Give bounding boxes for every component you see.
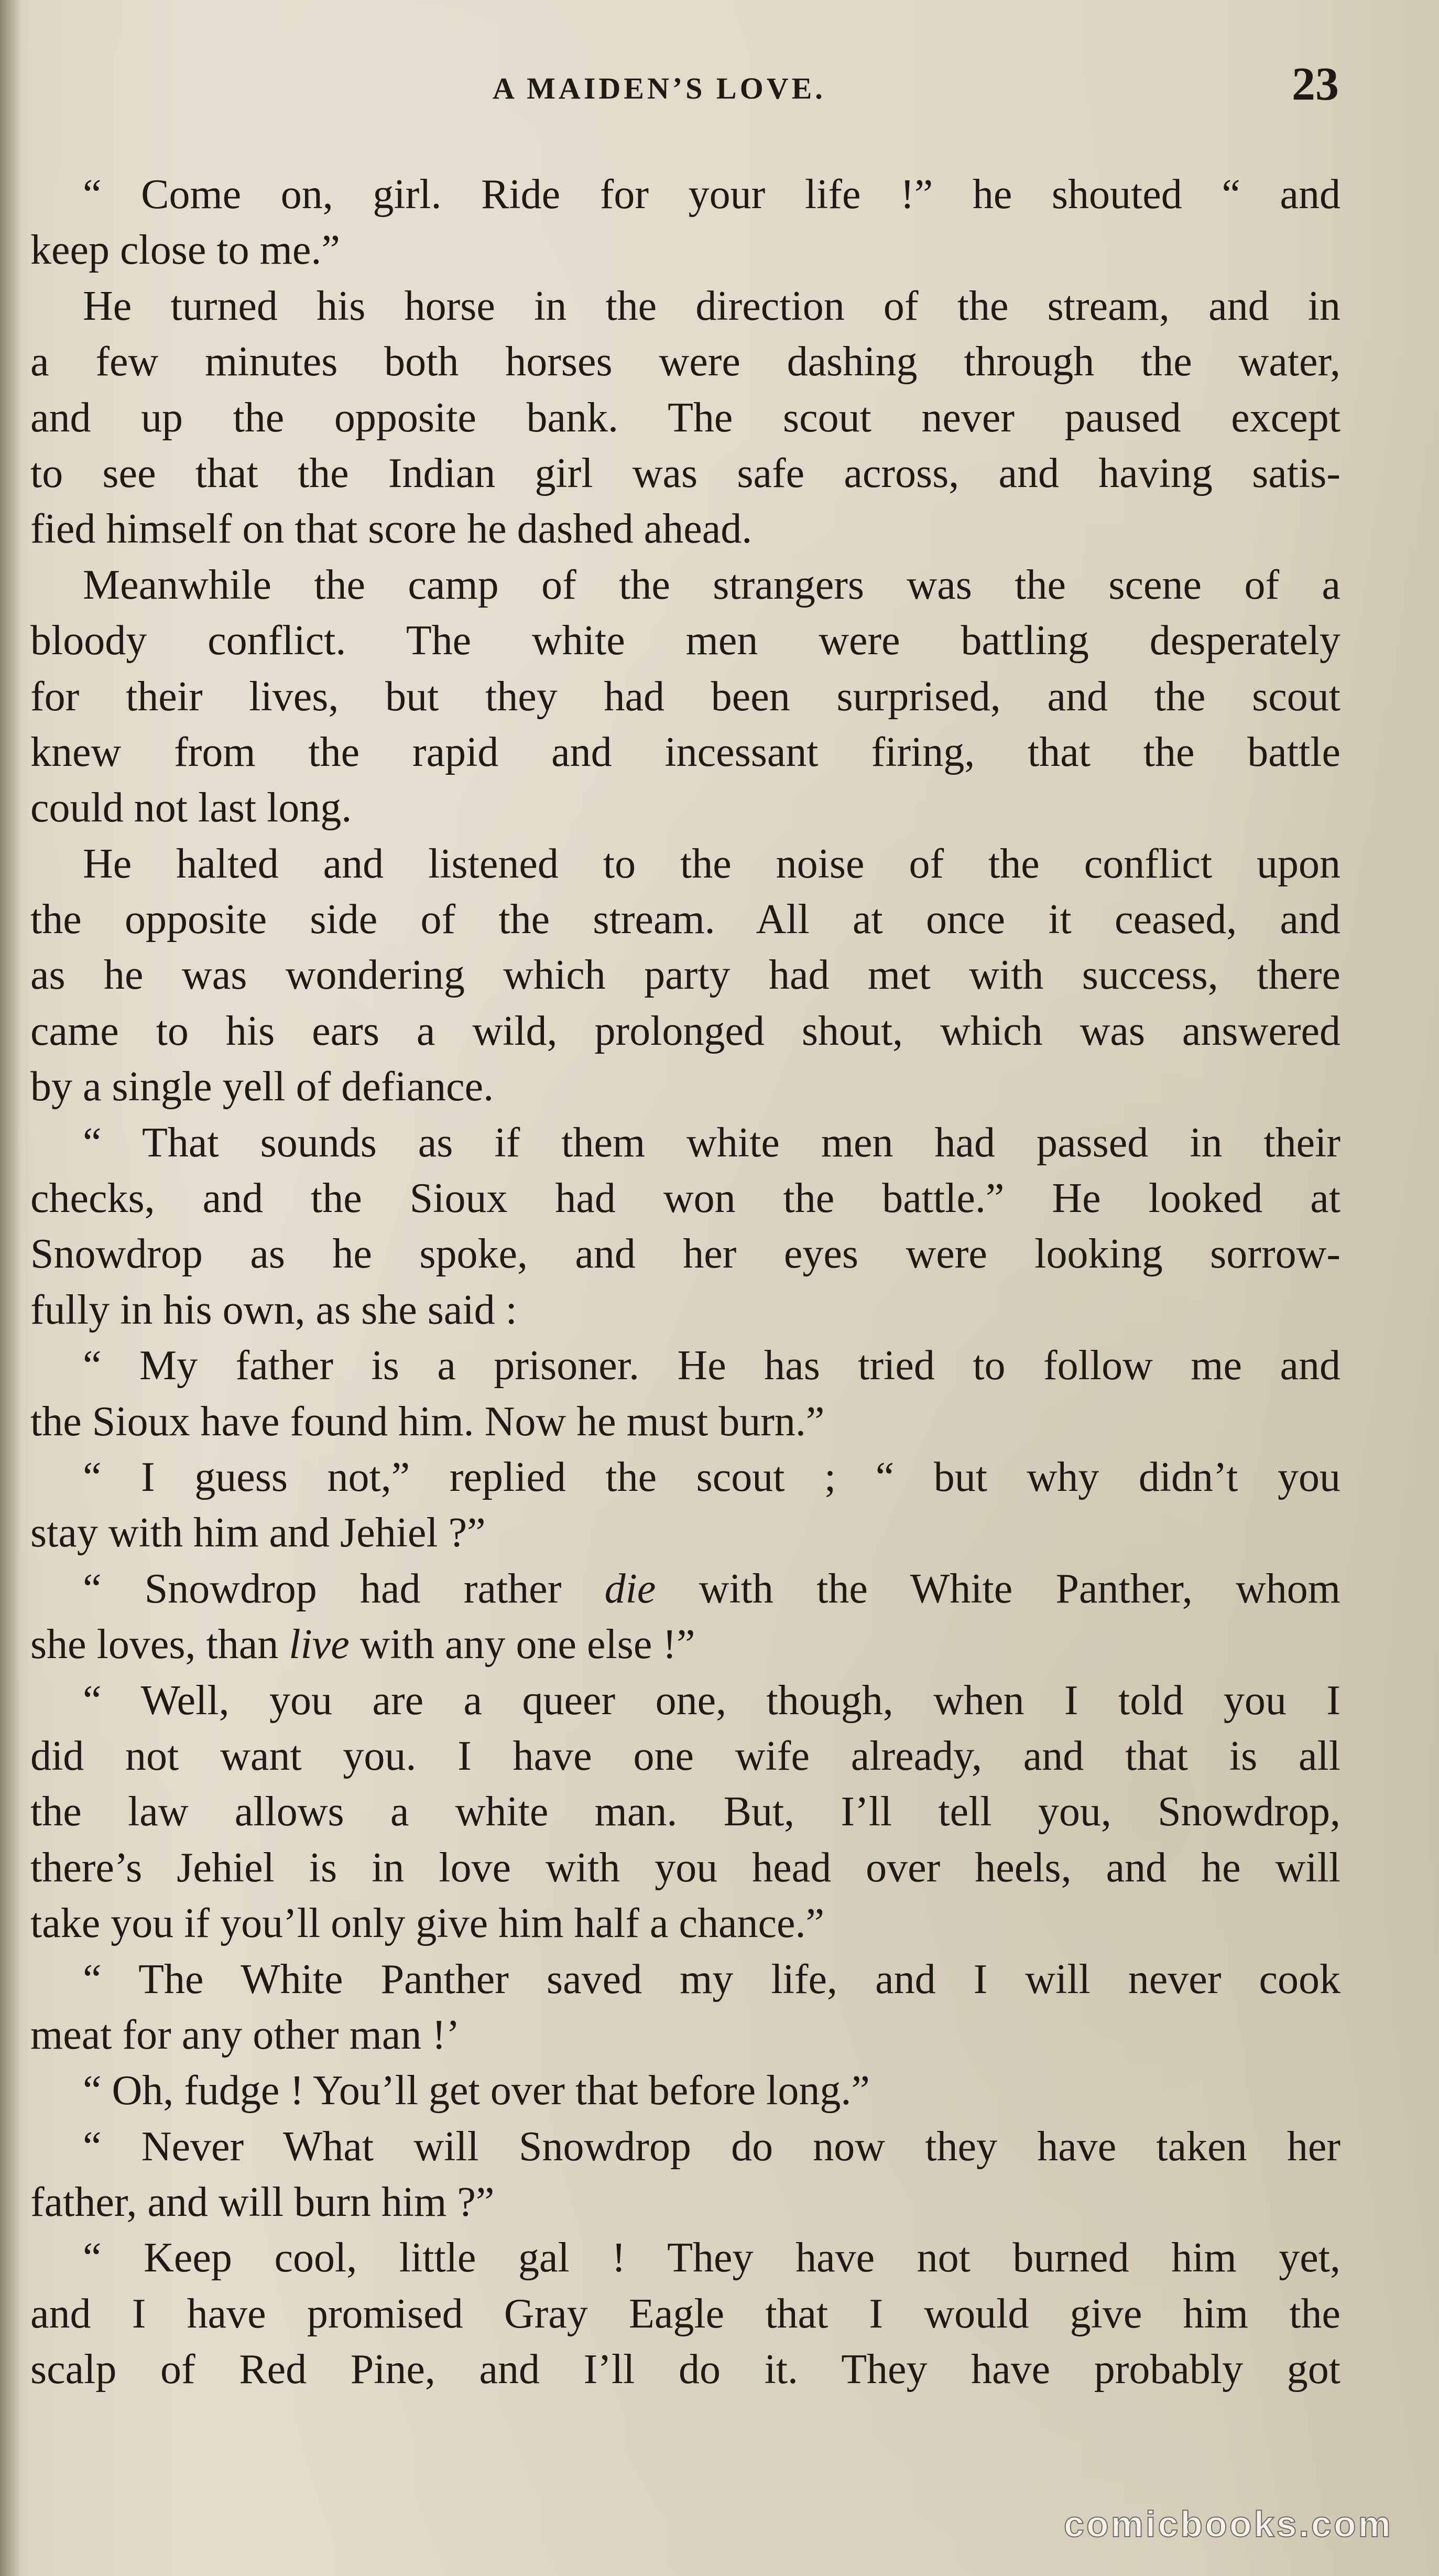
text-segment: she loves, than xyxy=(30,1621,289,1668)
text-line: knew from the rapid and incessant firing, that the battle xyxy=(30,729,1340,775)
text-line: He halted and listened to the noise of the conflict upon xyxy=(83,840,1340,887)
text-line: and I have promised Gray Eagle that I would give him the xyxy=(30,2290,1340,2337)
text-line: meat for any other man !’ xyxy=(30,2011,460,2058)
text-line: did not want you. I have one wife already, and that is all xyxy=(30,1733,1340,1779)
text-line: He turned his horse in the direction of the stream, and in xyxy=(83,283,1340,329)
text-line: scalp of Red Pine, and I’ll do it. They have probably got xyxy=(30,2346,1340,2393)
text-line: the Sioux have found him. Now he must burn.” xyxy=(30,1398,825,1445)
text-segment: with any one else !” xyxy=(349,1621,695,1668)
text-line: the law allows a white man. But, I’ll tell you, Snowdrop, xyxy=(30,1789,1340,1835)
text-line: father, and will burn him ?” xyxy=(30,2179,495,2226)
text-line: fied himself on that score he dashed ahead. xyxy=(30,506,753,553)
text-line: the opposite side of the stream. All at once it ceased, and xyxy=(30,896,1340,943)
page-gutter-edge xyxy=(0,0,20,2576)
text-line: checks, and the Sioux had won the battle.” He looked at xyxy=(30,1175,1340,1222)
text-line: “ Come on, girl. Ride for your life !” he shouted “ and xyxy=(83,171,1340,218)
body-text xyxy=(30,167,1340,2398)
text-line: “ Well, you are a queer one, though, when I told you I xyxy=(83,1677,1340,1724)
text-line: “ The White Panther saved my life, and I will never cook xyxy=(83,1956,1340,2003)
italic-word: die xyxy=(604,1565,656,1612)
text-line: a few minutes both horses were dashing through the water, xyxy=(30,339,1340,385)
text-line: for their lives, but they had been surprised, and the scout xyxy=(30,673,1340,720)
text-line: came to his ears a wild, prolonged shout, which was answered xyxy=(30,1008,1340,1054)
italic-word: live xyxy=(289,1621,350,1668)
text-line: “ Oh, fudge ! You’ll get over that before long.” xyxy=(83,2068,870,2114)
text-segment: with the White Panther, whom xyxy=(656,1565,1341,1612)
text-line: “ That sounds as if them white men had passed in their xyxy=(83,1119,1340,1166)
page-header xyxy=(0,50,1439,110)
page-number: 23 xyxy=(1292,58,1339,110)
text-line: Snowdrop as he spoke, and her eyes were looking sorrow- xyxy=(30,1231,1340,1278)
text-line: by a single yell of defiance. xyxy=(30,1064,494,1110)
text-line: “ I guess not,” replied the scout ; “ but why didn’t you xyxy=(83,1454,1340,1500)
text-segment: “ Snowdrop had rather xyxy=(83,1565,605,1612)
text-line: “ My father is a prisoner. He has tried to follow me and xyxy=(83,1343,1340,1389)
text-line: take you if you’ll only give him half a chance.” xyxy=(30,1900,825,1947)
text-line: keep close to me.” xyxy=(30,227,340,274)
text-line: stay with him and Jehiel ?” xyxy=(30,1510,486,1556)
text-line-with-italic xyxy=(30,1561,1340,1617)
text-line: bloody conflict. The white men were battling desperately xyxy=(30,618,1340,664)
text-line: as he was wondering which party had met with success, there xyxy=(30,952,1340,999)
text-line: could not last long. xyxy=(30,785,352,831)
text-line: “ Never What will Snowdrop do now they have taken her xyxy=(83,2123,1340,2170)
text-line: Meanwhile the camp of the strangers was the scene of a xyxy=(83,561,1340,608)
text-line: “ Keep cool, little gal ! They have not burned him yet, xyxy=(83,2235,1340,2281)
text-line: to see that the Indian girl was safe across, and having satis- xyxy=(30,450,1340,496)
text-line-with-italic xyxy=(30,1617,1340,1672)
running-title: A MAIDEN’S LOVE. xyxy=(493,71,826,105)
text-line: and up the opposite bank. The scout never paused except xyxy=(30,394,1340,441)
site-watermark: comicbooks.com xyxy=(1064,2504,1393,2545)
text-line: fully in his own, as she said : xyxy=(30,1286,517,1333)
text-line: there’s Jehiel is in love with you head over heels, and he will xyxy=(30,1844,1340,1891)
